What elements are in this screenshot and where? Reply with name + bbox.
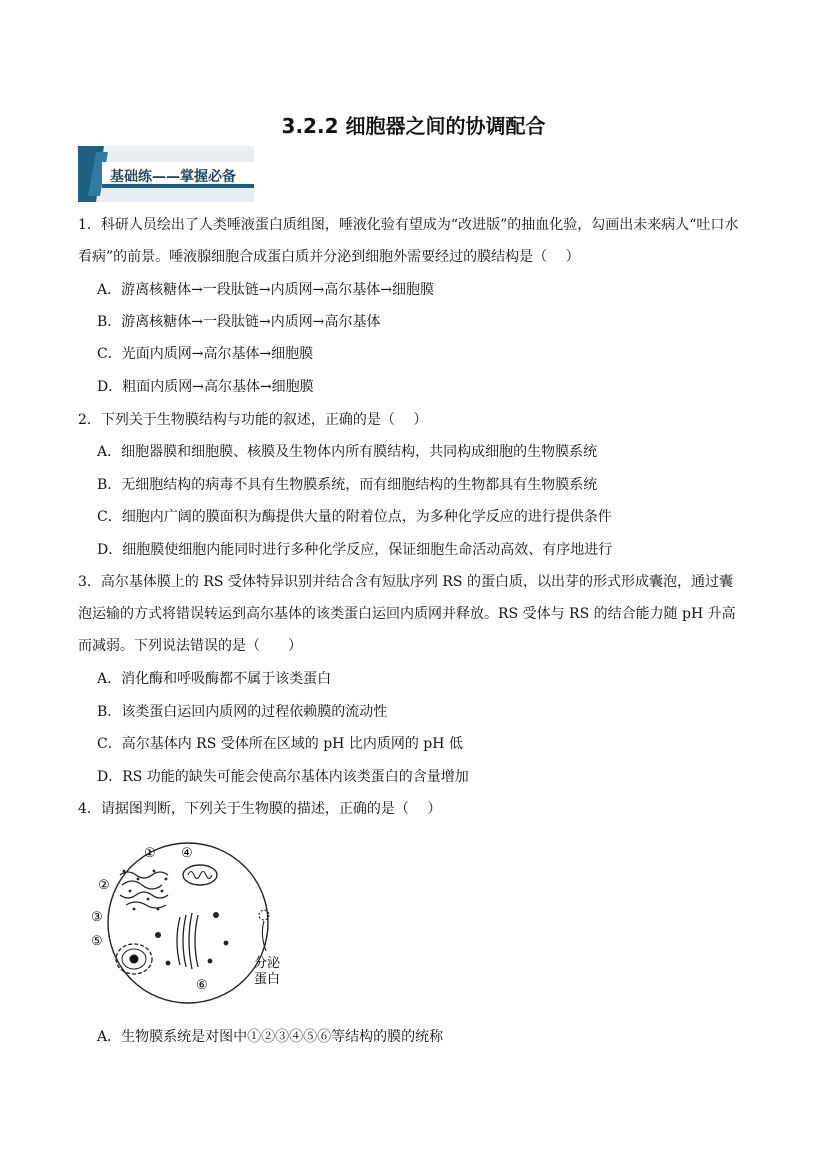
question-1-option-b: B．游离核糖体→一段肽链→内质网→高尔基体 bbox=[97, 314, 381, 330]
section-banner bbox=[78, 146, 254, 202]
figure-label-5: ⑤ bbox=[91, 934, 103, 949]
figure-label-1: ① bbox=[144, 846, 156, 861]
question-1-option-a: A．游离核糖体→一段肽链→内质网→高尔基体→细胞膜 bbox=[97, 282, 435, 298]
figure-label-2: ② bbox=[98, 878, 110, 893]
question-2-option-a: A．细胞器膜和细胞膜、核膜及生物体内所有膜结构，共同构成细胞的生物膜系统 bbox=[97, 444, 598, 460]
question-3-option-a: A．消化酶和呼吸酶都不属于该类蛋白 bbox=[97, 671, 332, 687]
figure-label-4: ④ bbox=[181, 846, 193, 861]
nucleus-drawing bbox=[116, 944, 152, 974]
question-3-option-c: C．高尔基体内 RS 受体所在区域的 pH 比内质网的 pH 低 bbox=[97, 736, 463, 752]
vesicles-drawing bbox=[155, 912, 228, 965]
figure-label-3: ③ bbox=[91, 910, 103, 925]
question-3-stem-line-1: 3．高尔基体膜上的 RS 受体特异识别并结合含有短肽序列 RS 的蛋白质，以出芽的形式形成囊泡，通过囊 bbox=[78, 574, 733, 590]
page-title: 3.2.2 细胞器之间的协调配合 bbox=[281, 114, 546, 138]
question-2-option-b: B．无细胞结构的病毒不具有生物膜系统，而有细胞结构的生物都具有生物膜系统 bbox=[97, 477, 598, 493]
question-1-option-d: D．粗面内质网→高尔基体→细胞膜 bbox=[97, 379, 314, 395]
question-1-stem-line-1: 1．科研人员绘出了人类唾液蛋白质组图，唾液化验有望成为“改进版”的抽血化验，勾画出未来病人“吐口水 bbox=[78, 217, 739, 233]
secretion-label-line-2: 蛋白 bbox=[254, 972, 281, 987]
secretion-label-line-1: 分泌 bbox=[254, 956, 281, 971]
question-1-option-c: C．光面内质网→高尔基体→细胞膜 bbox=[97, 346, 314, 362]
mitochondrion-drawing bbox=[183, 865, 217, 885]
question-2-stem-line-1: 2．下列关于生物膜结构与功能的叙述，正确的是（ ） bbox=[78, 412, 428, 428]
cell-diagram bbox=[78, 835, 308, 1005]
question-3-stem-line-3: 而减弱。下列说法错误的是（ ） bbox=[78, 638, 302, 654]
question-3-option-b: B．该类蛋白运回内质网的过程依赖膜的流动性 bbox=[97, 704, 388, 720]
question-4-stem-line-1: 4．请据图判断，下列关于生物膜的描述，正确的是（ ） bbox=[78, 801, 442, 817]
golgi-apparatus-drawing bbox=[177, 913, 198, 969]
question-2-option-c: C．细胞内广阔的膜面积为酶提供大量的附着位点，为多种化学反应的进行提供条件 bbox=[97, 509, 612, 525]
question-1-stem-line-2: 看病”的前景。唾液腺细胞合成蛋白质并分泌到细胞外需要经过的膜结构是（ ） bbox=[78, 249, 580, 265]
cell-membrane-outline bbox=[108, 843, 268, 1003]
question-3-option-d: D．RS 功能的缺失可能会使高尔基体内该类蛋白的含量增加 bbox=[97, 769, 469, 785]
question-2-option-d: D．细胞膜使细胞内能同时进行多种化学反应，保证细胞生命活动高效、有序地进行 bbox=[97, 542, 613, 558]
figure-label-6: ⑥ bbox=[196, 978, 208, 993]
endoplasmic-reticulum-drawing bbox=[120, 872, 168, 908]
question-4-option-a: A．生物膜系统是对图中①②③④⑤⑥等结构的膜的统称 bbox=[97, 1029, 444, 1045]
question-3-stem-line-2: 泡运输的方式将错误转运到高尔基体的该类蛋白运回内质网并释放。RS 受体与 RS 的结合能力随 pH 升高 bbox=[78, 606, 736, 622]
banner-text: 基础练——掌握必备 bbox=[110, 169, 236, 185]
